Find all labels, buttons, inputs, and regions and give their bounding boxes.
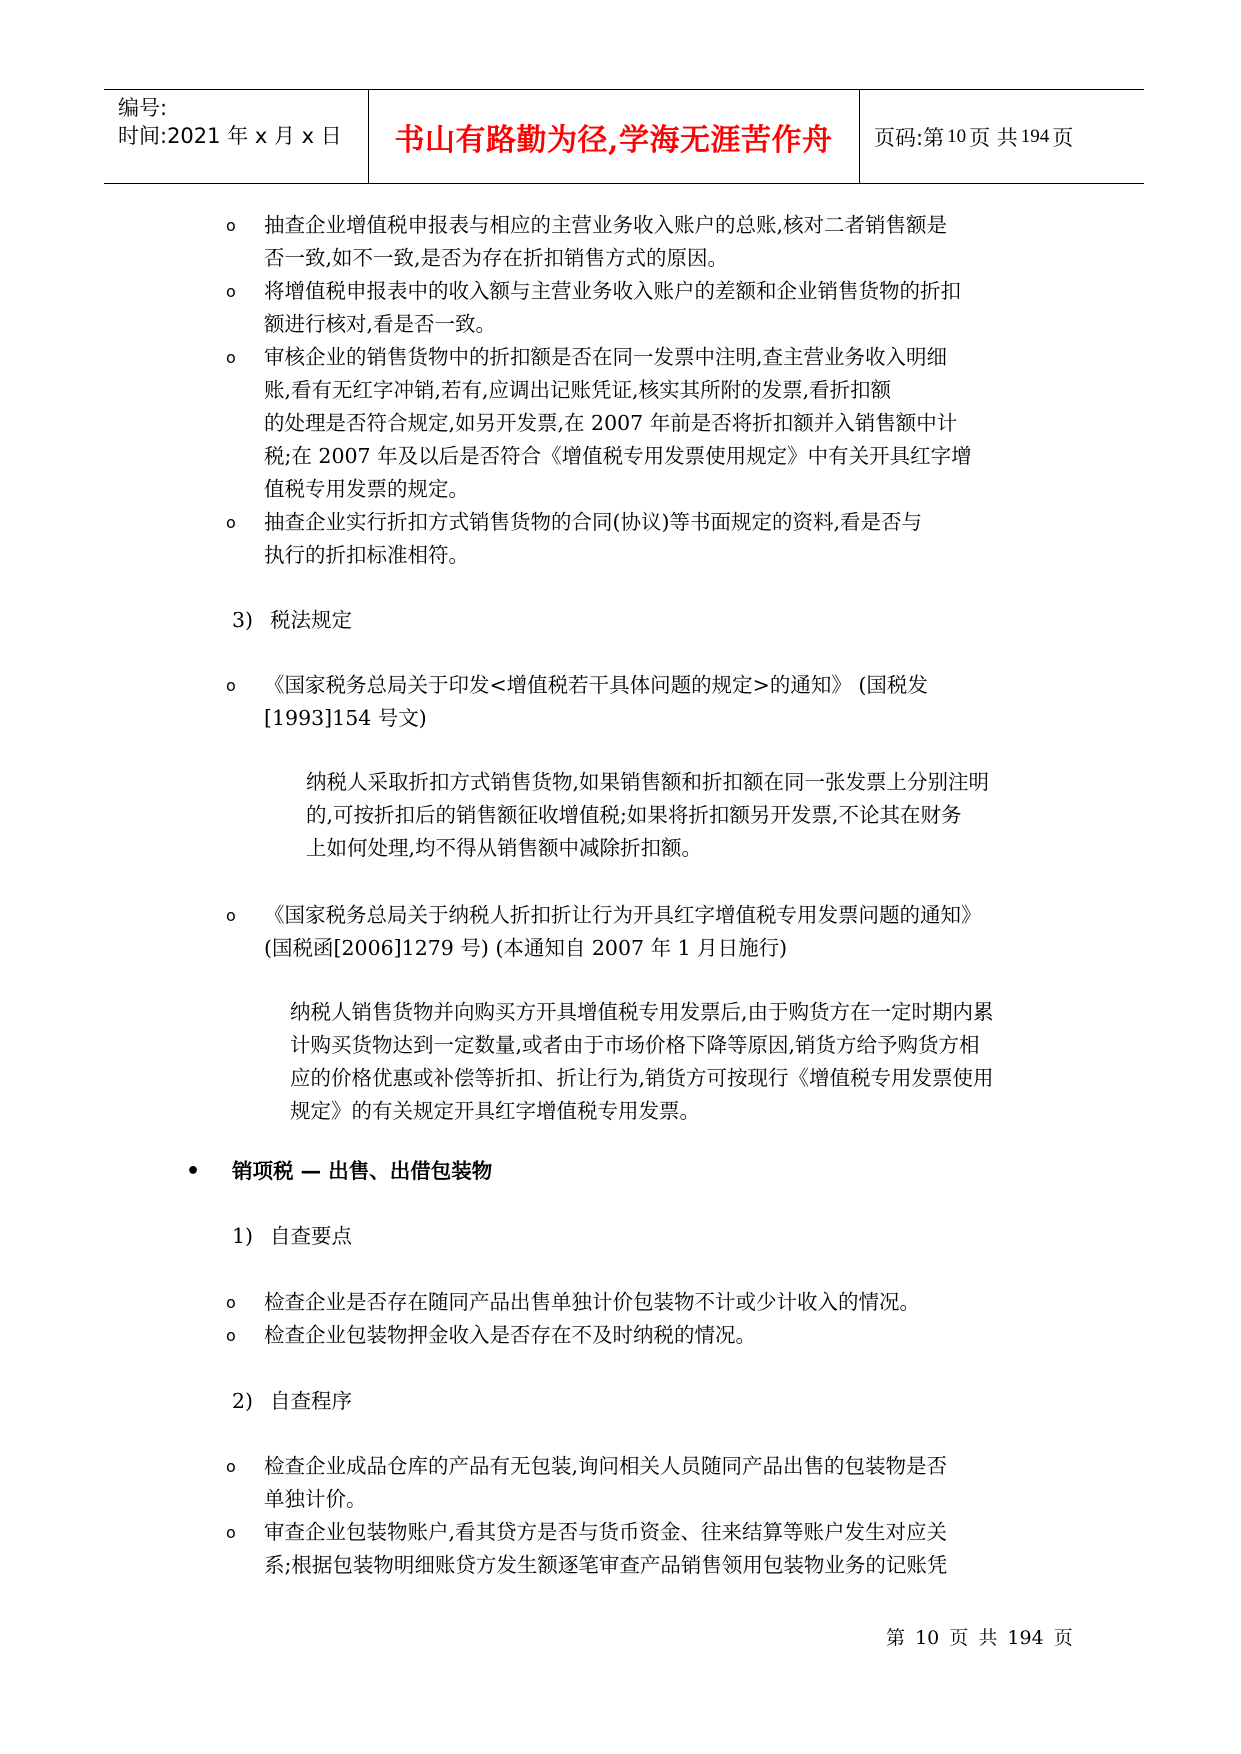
circle-bullet-icon: o bbox=[226, 216, 236, 235]
heading-number: 1) bbox=[232, 1224, 254, 1248]
list-item bbox=[226, 1286, 1064, 1319]
page-mid: 页 共 bbox=[969, 125, 1018, 150]
page-header bbox=[104, 89, 1144, 184]
section-heading bbox=[232, 1220, 352, 1253]
list-item bbox=[226, 341, 1064, 506]
list-item-line: 审核企业的销售货物中的折扣额是否在同一发票中注明,查主营业务收入明细 bbox=[264, 345, 948, 369]
list-item-line: 的处理是否符合规定,如另开发票,在 2007 年前是否将折扣额并入销售额中计 bbox=[264, 411, 958, 435]
circle-bullet-icon: o bbox=[226, 348, 236, 367]
heading-title: 自查程序 bbox=[270, 1389, 352, 1413]
list-item-line: 《国家税务总局关于纳税人折扣折让行为开具红字增值税专用发票问题的通知》 bbox=[264, 903, 982, 927]
list-item bbox=[226, 1516, 1064, 1582]
section-heading bbox=[232, 1385, 352, 1418]
section-heading bbox=[232, 604, 352, 637]
list-item bbox=[226, 506, 1064, 572]
quote-paragraph bbox=[306, 766, 1076, 865]
paragraph-line: 纳税人采取折扣方式销售货物,如果销售额和折扣额在同一张发票上分别注明 bbox=[306, 770, 990, 794]
section-title: 销项税 — 出售、出借包装物 bbox=[232, 1159, 493, 1183]
circle-bullet-icon: o bbox=[226, 1457, 236, 1476]
list-item bbox=[226, 1319, 1064, 1352]
serial-label: 编号: bbox=[118, 96, 168, 120]
page-footer bbox=[886, 1623, 1073, 1650]
page-suffix: 页 bbox=[1052, 125, 1074, 150]
heading-number: 3) bbox=[232, 608, 254, 632]
time-label: 时间:2021 年 x 月 x 日 bbox=[118, 124, 342, 148]
list-item-line: 抽查企业实行折扣方式销售货物的合同(协议)等书面规定的资料,看是否与 bbox=[264, 510, 923, 534]
paragraph-line: 纳税人销售货物并向购买方开具增值税专用发票后,由于购货方在一定时期内累 bbox=[290, 1000, 994, 1024]
header-meta bbox=[118, 94, 342, 150]
list-item bbox=[226, 275, 1064, 341]
list-item bbox=[226, 1450, 1064, 1516]
paragraph-line: 规定》的有关规定开具红字增值税专用发票。 bbox=[290, 1099, 700, 1123]
list-item-line: 《国家税务总局关于印发<增值税若干具体问题的规定>的通知》 (国税发 bbox=[264, 673, 928, 697]
paragraph-line: 应的价格优惠或补偿等折扣、折让行为,销货方可按现行《增值税专用发票使用 bbox=[290, 1066, 994, 1090]
list-item-line: 检查企业包装物押金收入是否存在不及时纳税的情况。 bbox=[264, 1323, 756, 1347]
header-page-number bbox=[874, 90, 1073, 183]
list-item-line: 账,看有无红字冲销,若有,应调出记账凭证,核实其所附的发票,看折扣额 bbox=[264, 378, 892, 402]
list-item-line: 执行的折扣标准相符。 bbox=[264, 543, 469, 567]
circle-bullet-icon: o bbox=[226, 1293, 236, 1312]
bullet-dot-icon: • bbox=[186, 1159, 201, 1184]
heading-title: 自查要点 bbox=[270, 1224, 352, 1248]
footer-suffix: 页 bbox=[1053, 1627, 1073, 1649]
list-item-line: 检查企业成品仓库的产品有无包装,询问相关人员随同产品出售的包装物是否 bbox=[264, 1454, 948, 1478]
circle-bullet-icon: o bbox=[226, 1326, 236, 1345]
header-divider bbox=[859, 90, 860, 183]
circle-bullet-icon: o bbox=[226, 676, 236, 695]
paragraph-line: 的,可按折扣后的销售额征收增值税;如果将折扣额另开发票,不论其在财务 bbox=[306, 803, 962, 827]
list-item-line: 抽查企业增值税申报表与相应的主营业务收入账户的总账,核对二者销售额是 bbox=[264, 213, 948, 237]
list-item bbox=[226, 899, 1064, 965]
footer-current: 10 bbox=[915, 1627, 940, 1649]
page-prefix: 页码:第 bbox=[874, 125, 945, 150]
page-total: 194 bbox=[1020, 125, 1050, 147]
list-item-line: [1993]154 号文) bbox=[264, 706, 427, 730]
list-item-line: 否一致,如不一致,是否为存在折扣销售方式的原因。 bbox=[264, 246, 729, 270]
paragraph-line: 计购买货物达到一定数量,或者由于市场价格下降等原因,销货方给予购货方相 bbox=[290, 1033, 980, 1057]
page-current: 10 bbox=[947, 125, 967, 147]
footer-prefix: 第 bbox=[886, 1627, 906, 1649]
section-bullet-heading bbox=[186, 1155, 886, 1188]
quote-paragraph bbox=[290, 996, 1080, 1128]
list-item-line: 税;在 2007 年及以后是否符合《增值税专用发票使用规定》中有关开具红字增 bbox=[264, 444, 972, 468]
circle-bullet-icon: o bbox=[226, 906, 236, 925]
list-item bbox=[226, 669, 1064, 735]
circle-bullet-icon: o bbox=[226, 1523, 236, 1542]
list-item-line: 值税专用发票的规定。 bbox=[264, 477, 469, 501]
footer-total: 194 bbox=[1007, 1627, 1044, 1649]
header-motto: 书山有路勤为径,学海无涯苦作舟 bbox=[394, 122, 833, 158]
list-item-line: 将增值税申报表中的收入额与主营业务收入账户的差额和企业销售货物的折扣 bbox=[264, 279, 961, 303]
list-item-line: 检查企业是否存在随同产品出售单独计价包装物不计或少计收入的情况。 bbox=[264, 1290, 920, 1314]
list-item-line: 系;根据包装物明细账贷方发生额逐笔审查产品销售领用包装物业务的记账凭 bbox=[264, 1553, 948, 1577]
circle-bullet-icon: o bbox=[226, 513, 236, 532]
list-item-line: 审查企业包装物账户,看其贷方是否与货币资金、往来结算等账户发生对应关 bbox=[264, 1520, 948, 1544]
footer-mid: 页 共 bbox=[949, 1627, 998, 1649]
list-item-line: 单独计价。 bbox=[264, 1487, 367, 1511]
circle-bullet-icon: o bbox=[226, 282, 236, 301]
heading-number: 2) bbox=[232, 1389, 254, 1413]
paragraph-line: 上如何处理,均不得从销售额中减除折扣额。 bbox=[306, 836, 703, 860]
list-item bbox=[226, 209, 1064, 275]
list-item-line: 额进行核对,看是否一致。 bbox=[264, 312, 497, 336]
list-item-line: (国税函[2006]1279 号) (本通知自 2007 年 1 月日施行) bbox=[264, 936, 788, 960]
heading-title: 税法规定 bbox=[270, 608, 352, 632]
